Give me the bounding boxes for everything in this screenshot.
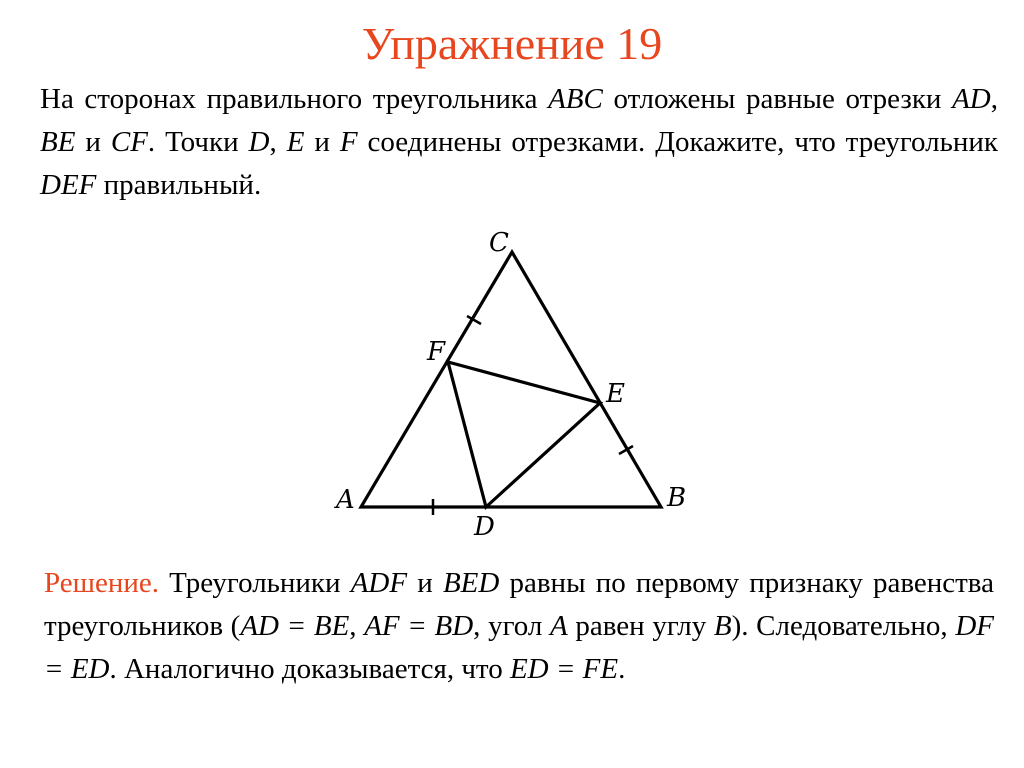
- triangle-def: [448, 362, 600, 507]
- exercise-title: Упражнение 19: [361, 18, 663, 69]
- label-f: F: [427, 337, 446, 367]
- problem-statement: На сторонах правильного треугольника ABC отложены равные отрезки AD, BE и CF. Точки D, E и F соединены отрезками. Докажите, что треугольник DEF правильный.: [40, 83, 998, 201]
- label-a: A: [336, 485, 355, 515]
- solution-label: Решение.: [44, 567, 159, 599]
- label-b: B: [667, 483, 687, 513]
- label-c: C: [489, 228, 509, 258]
- solution-text: Решение. Треугольники ADF и BED равны по первому признаку равенства треугольников (AD = BE, AF = BD, угол A равен углу B). Следовательно, DF = ED. Аналогично доказывается, что ED = FE.: [44, 567, 994, 685]
- label-d: D: [474, 512, 495, 542]
- label-e: E: [606, 379, 625, 409]
